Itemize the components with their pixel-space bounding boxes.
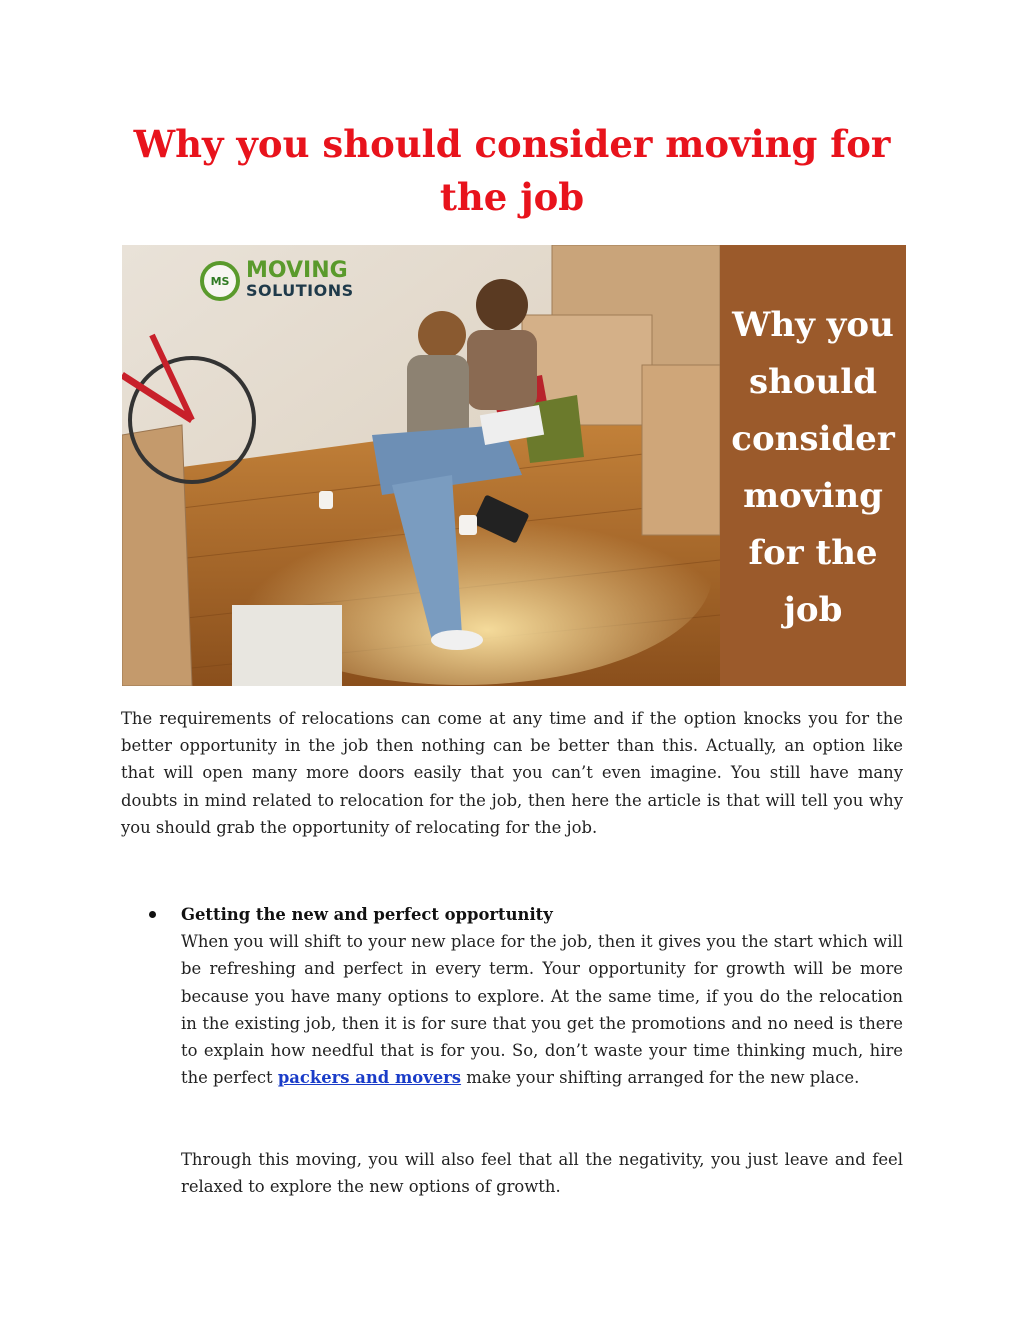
bullet-heading: Getting the new and perfect opportunity bbox=[181, 905, 553, 924]
intro-paragraph: The requirements of relocations can come at any time and if the option knocks you for the better opportunity in the job then nothing can be better than this. Actually, an option like that will open many more doors easily that you can’t even imagine. You still have many doubts in mind related to relocation for the job, then here the article is that will tell you why you should grab the opportunity of relocating for the job. bbox=[121, 709, 903, 837]
moving-solutions-logo bbox=[200, 258, 354, 301]
logo-wordmark bbox=[246, 258, 354, 301]
bullet-icon bbox=[149, 911, 156, 918]
bullet-body-text-end: make your shifting arranged for the new place. bbox=[461, 1068, 860, 1088]
bullet-body bbox=[181, 928, 903, 1091]
hero-image bbox=[122, 245, 906, 686]
bullet-list bbox=[121, 901, 903, 1091]
logo-line-2: SOLUTIONS bbox=[246, 281, 354, 300]
followup-paragraph: Through this moving, you will also feel that all the negativity, you just leave and feel relaxed to explore the new options of growth. bbox=[181, 1150, 903, 1197]
logo-badge bbox=[200, 261, 240, 301]
logo-line-1: MOVING bbox=[246, 258, 348, 283]
page-title: Why you should consider moving for the job bbox=[133, 122, 891, 219]
hero-panel-text: Why you should consider moving for the job bbox=[731, 305, 895, 630]
packers-and-movers-link[interactable]: packers and movers bbox=[277, 1068, 462, 1088]
bullet-body-text: When you will shift to your new place for the job, then it gives you the start which will be refreshing and perfect in every term. Your opportunity for growth will be more because you have many options to explore. At the same time, if you do the relocation in the existing job, then it is for sure that you get the promotions and no need is there to explain how needful that is for you. So, don’t waste your time thinking much, hire the perfect bbox=[181, 932, 903, 1088]
logo-badge-text: MS bbox=[210, 274, 230, 288]
list-item bbox=[121, 901, 903, 1091]
hero-title-panel bbox=[720, 245, 906, 686]
